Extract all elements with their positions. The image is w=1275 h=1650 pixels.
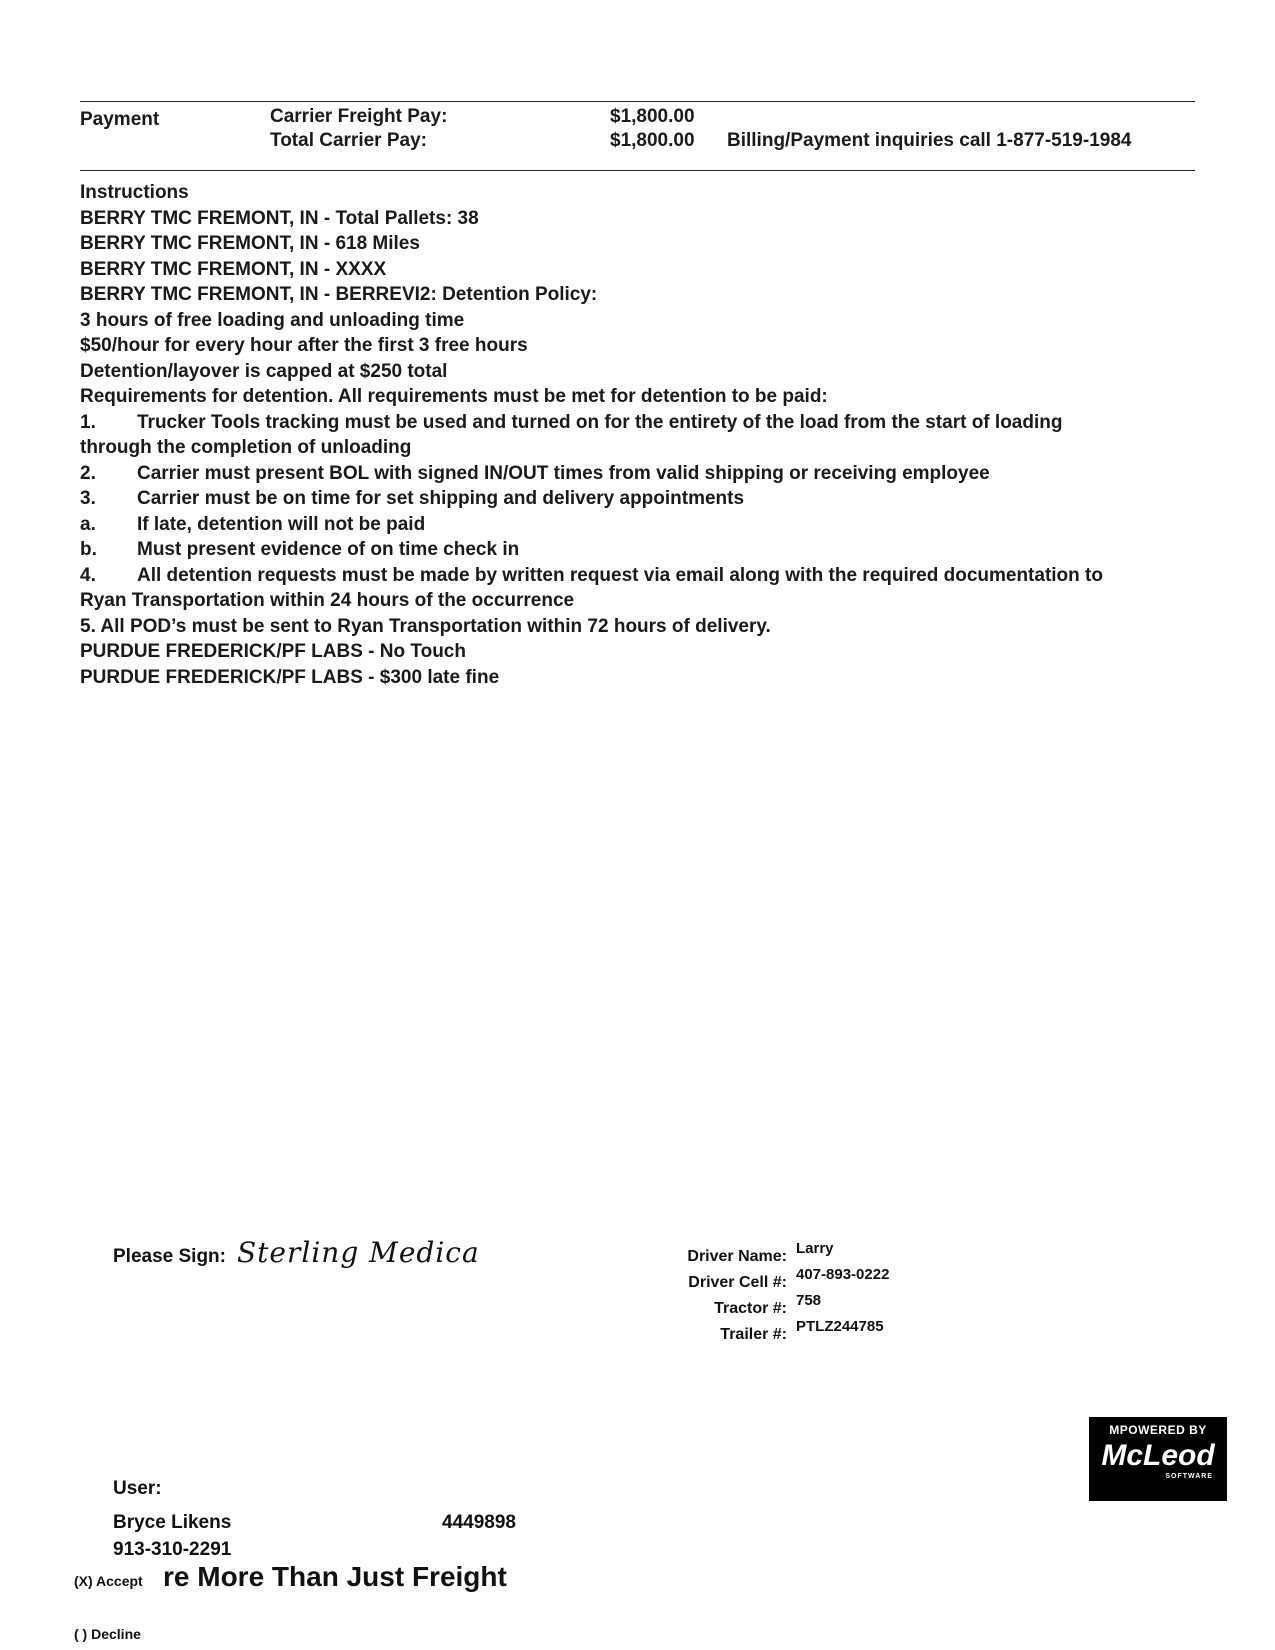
instruction-text: If late, detention will not be paid — [137, 513, 426, 535]
total-carrier-pay-label: Total Carrier Pay: — [270, 130, 427, 151]
instruction-line — [80, 665, 1200, 691]
instruction-number: 3. — [80, 488, 96, 509]
instruction-text: BERRY TMC FREMONT, IN - BERREVI2: Detention Policy: — [80, 284, 598, 305]
payment-bottom-rule — [80, 170, 1195, 171]
instruction-line — [80, 461, 1200, 487]
logo-sub-text: SOFTWARE — [1165, 1473, 1213, 1480]
user-id: 4449898 — [442, 1512, 516, 1533]
payment-label: Payment — [80, 109, 160, 130]
instruction-text: Carrier must present BOL with signed IN/OUT times from valid shipping or receiving employee — [137, 462, 990, 484]
instruction-line — [80, 435, 1200, 461]
instruction-text: Must present evidence of on time check in — [137, 539, 520, 560]
instruction-line — [80, 359, 1200, 385]
instruction-line — [80, 588, 1200, 614]
instruction-line — [80, 486, 1200, 512]
instruction-text: All detention requests must be made by written request via email along with the required documentation to — [137, 564, 1103, 586]
decline-option[interactable]: ( ) Decline — [74, 1626, 141, 1642]
tagline-text: re More Than Just Freight — [163, 1561, 507, 1592]
instruction-line — [80, 537, 1200, 563]
instruction-line — [80, 282, 1200, 308]
instruction-text: BERRY TMC FREMONT, IN - XXXX — [80, 258, 387, 280]
instruction-number: 4. — [80, 564, 96, 586]
accept-option[interactable]: (X) Accept — [74, 1573, 143, 1589]
instruction-text: Detention/layover is capped at $250 total — [80, 360, 448, 382]
instruction-line — [80, 206, 1200, 232]
instruction-text: Ryan Transportation within 24 hours of the occurrence — [80, 590, 575, 611]
instruction-line — [80, 563, 1200, 589]
logo-brand-text: McLeod — [1101, 1439, 1215, 1472]
instruction-text: 3 hours of free loading and unloading time — [80, 309, 465, 331]
driver-name-label: Driver Name: — [687, 1248, 787, 1265]
instruction-number: b. — [80, 539, 97, 560]
instructions-heading: Instructions — [80, 182, 189, 203]
instruction-text: Requirements for detention. All requirements must be met for detention to be paid: — [80, 386, 828, 407]
tractor-label: Tractor #: — [714, 1300, 787, 1317]
instruction-text: Trucker Tools tracking must be used and turned on for the entirety of the load from the start of loading — [137, 411, 1063, 433]
carrier-freight-pay-amount: $1,800.00 — [610, 106, 695, 127]
logo-top-text: MPOWERED BY — [1109, 1423, 1207, 1437]
instruction-text: 5. All POD’s must be sent to Ryan Transportation within 72 hours of delivery. — [80, 615, 771, 637]
instruction-line — [80, 639, 1200, 665]
instruction-line — [80, 512, 1200, 538]
instruction-line — [80, 333, 1200, 359]
instruction-line — [80, 308, 1200, 334]
instructions-list — [80, 206, 1200, 691]
instruction-line — [80, 231, 1200, 257]
carrier-freight-pay-label: Carrier Freight Pay: — [270, 106, 448, 127]
instruction-text: Carrier must be on time for set shipping and delivery appointments — [137, 488, 745, 509]
mcleod-software-logo — [1089, 1417, 1227, 1501]
instruction-number: 1. — [80, 411, 96, 433]
instruction-text: PURDUE FREDERICK/PF LABS - No Touch — [80, 641, 466, 662]
user-label: User: — [113, 1478, 162, 1499]
user-name: Bryce Likens — [113, 1512, 232, 1533]
instruction-text: BERRY TMC FREMONT, IN - Total Pallets: 38 — [80, 207, 479, 229]
instruction-text: $50/hour for every hour after the first 3 free hours — [80, 335, 528, 356]
instruction-text: BERRY TMC FREMONT, IN - 618 Miles — [80, 233, 420, 254]
instruction-line — [80, 384, 1200, 410]
user-phone: 913-310-2291 — [113, 1539, 232, 1560]
instruction-text: through the completion of unloading — [80, 437, 412, 458]
top-rule — [80, 101, 1195, 102]
signature-value: Sterling Medica — [237, 1236, 480, 1269]
trailer-value: PTLZ244785 — [796, 1318, 884, 1335]
instruction-text: PURDUE FREDERICK/PF LABS - $300 late fine — [80, 666, 500, 688]
instruction-line — [80, 257, 1200, 283]
total-carrier-pay-amount: $1,800.00 — [610, 130, 695, 151]
instruction-number: a. — [80, 513, 96, 535]
instruction-line — [80, 614, 1200, 640]
trailer-label: Trailer #: — [720, 1326, 787, 1343]
driver-cell-label: Driver Cell #: — [688, 1274, 787, 1291]
billing-inquiries-note: Billing/Payment inquiries call 1-877-519-1984 — [727, 130, 1132, 151]
instructions-block — [80, 180, 1200, 690]
driver-name-value: Larry — [796, 1240, 834, 1257]
instruction-line — [80, 410, 1200, 436]
driver-cell-value: 407-893-0222 — [796, 1266, 890, 1283]
please-sign-label: Please Sign: — [113, 1246, 226, 1267]
tractor-value: 758 — [796, 1292, 822, 1309]
instruction-number: 2. — [80, 462, 96, 484]
